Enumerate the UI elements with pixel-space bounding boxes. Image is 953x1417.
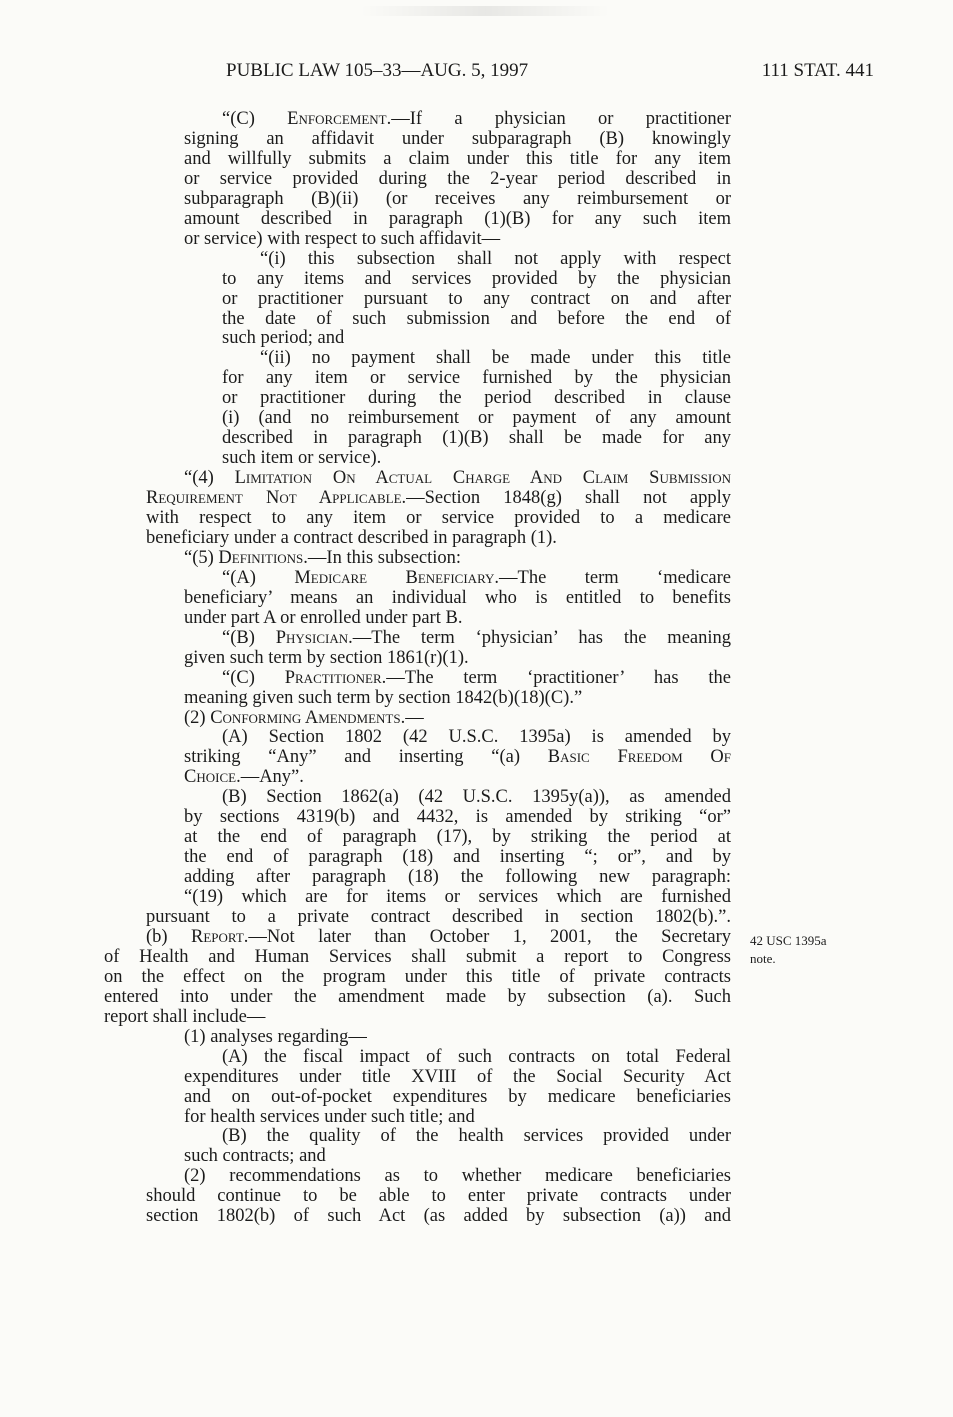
- text-line: such period; and: [222, 328, 345, 349]
- text-line: entered into under the amendment made by subsection (a). Such: [104, 986, 731, 1007]
- text-line: “(B) Physician.—The term ‘physician’ has the meaning: [222, 627, 732, 648]
- text-line: with respect to any item or service provided to a medicare: [146, 508, 731, 528]
- text-line: for health services under such title; and: [184, 1106, 475, 1127]
- text-line: (A) Section 1802 (42 U.S.C. 1395a) is amended by: [222, 727, 731, 748]
- text-line: “(5) Definitions.—In this subsection:: [184, 547, 462, 568]
- text-line: or service provided during the 2-year period described in: [184, 168, 731, 189]
- text-line: adding after paragraph (18) the following new paragraph:: [184, 867, 731, 888]
- text-line: signing an affidavit under subparagraph (B) knowingly: [184, 128, 731, 149]
- header-law-citation: PUBLIC LAW 105–33—AUG. 5, 1997: [226, 60, 529, 81]
- page-header: [226, 60, 874, 86]
- text-line: “(ii) no payment shall be made under this title: [260, 348, 731, 369]
- text-line: by sections 4319(b) and 4432, is amended by striking “or”: [184, 807, 731, 828]
- scan-smudge: [360, 6, 610, 16]
- text-line: the end of paragraph (18) and inserting “; or”, and by: [184, 847, 731, 868]
- text-line: subparagraph (B)(ii) (or receives any reimbursement or: [184, 188, 731, 209]
- text-line: (B) Section 1862(a) (42 U.S.C. 1395y(a)), as amended: [222, 787, 731, 808]
- text-line: section 1802(b) of such Act (as added by subsection (a)) and: [146, 1206, 731, 1227]
- margin-note-line2: note.: [750, 951, 776, 966]
- text-line: (b) Report.—Not later than October 1, 2001, the Secretary: [146, 926, 732, 947]
- text-line: pursuant to a private contract described in section 1802(b).”.: [146, 907, 731, 927]
- text-line: “(i) this subsection shall not apply with respect: [260, 248, 731, 269]
- text-line: described in paragraph (1)(B) shall be made for any: [222, 428, 731, 449]
- text-line: “(C) Enforcement.—If a physician or practitioner: [222, 109, 732, 129]
- text-line: “(19) which are for items or services which are furnished: [184, 887, 731, 908]
- text-line: (i) (and no reimbursement or payment of any amount: [222, 408, 731, 429]
- text-line: (A) the fiscal impact of such contracts on total Federal: [222, 1046, 731, 1067]
- text-line: striking “Any” and inserting “(a) Basic Freedom Of: [184, 747, 731, 768]
- text-line: (2) recommendations as to whether medicare beneficiaries: [184, 1166, 731, 1187]
- text-line: “(A) Medicare Beneficiary.—The term ‘medicare: [222, 567, 731, 588]
- text-line: Requirement Not Applicable.—Section 1848(g) shall not apply: [146, 488, 731, 509]
- text-line: or service) with respect to such affidavit—: [184, 228, 501, 249]
- text-line: such item or service).: [222, 448, 382, 469]
- text-line: the date of such submission and before the end of: [222, 308, 731, 329]
- text-line: “(C) Practitioner.—The term ‘practitioner’ has the: [222, 667, 731, 688]
- text-line: Choice.—Any”.: [184, 767, 304, 788]
- text-line: report shall include—: [104, 1006, 266, 1027]
- text-line: or practitioner pursuant to any contract on and after: [222, 288, 731, 309]
- text-line: amount described in paragraph (1)(B) for any such item: [184, 208, 731, 229]
- text-line: for any item or service furnished by the physician: [222, 368, 731, 389]
- text-line: beneficiary under a contract described in paragraph (1).: [146, 527, 557, 548]
- text-line: under part A or enrolled under part B.: [184, 607, 463, 628]
- text-line: or practitioner during the period described in clause: [222, 388, 731, 409]
- text-line: given such term by section 1861(r)(1).: [184, 647, 469, 668]
- text-line: and willfully submits a claim under this title for any item: [184, 148, 731, 169]
- text-line: meaning given such term by section 1842(b)(18)(C).”: [184, 687, 583, 708]
- text-line: and on out-of-pocket expenditures by medicare beneficiaries: [184, 1086, 731, 1107]
- text-line: “(4) Limitation On Actual Charge And Claim Submission: [184, 468, 731, 489]
- text-line: should continue to be able to enter private contracts under: [146, 1186, 731, 1207]
- text-line: to any items and services provided by the physician: [222, 268, 731, 289]
- text-line: (2) Conforming Amendments.—: [184, 707, 424, 728]
- text-line: at the end of paragraph (17), by striking the period at: [184, 827, 731, 848]
- text-line: such contracts; and: [184, 1146, 326, 1167]
- text-line: (1) analyses regarding—: [184, 1026, 367, 1047]
- text-line: expenditures under title XVIII of the Social Security Act: [184, 1066, 731, 1087]
- margin-note-line1: 42 USC 1395a: [750, 933, 827, 948]
- text-line: on the effect on the program under this title of private contracts: [104, 966, 731, 987]
- text-line: beneficiary’ means an individual who is entitled to benefits: [184, 587, 731, 608]
- text-line: (B) the quality of the health services provided under: [222, 1126, 731, 1147]
- text-line: of Health and Human Services shall submit a report to Congress: [104, 946, 731, 967]
- header-stat-page: 111 STAT. 441: [761, 60, 874, 81]
